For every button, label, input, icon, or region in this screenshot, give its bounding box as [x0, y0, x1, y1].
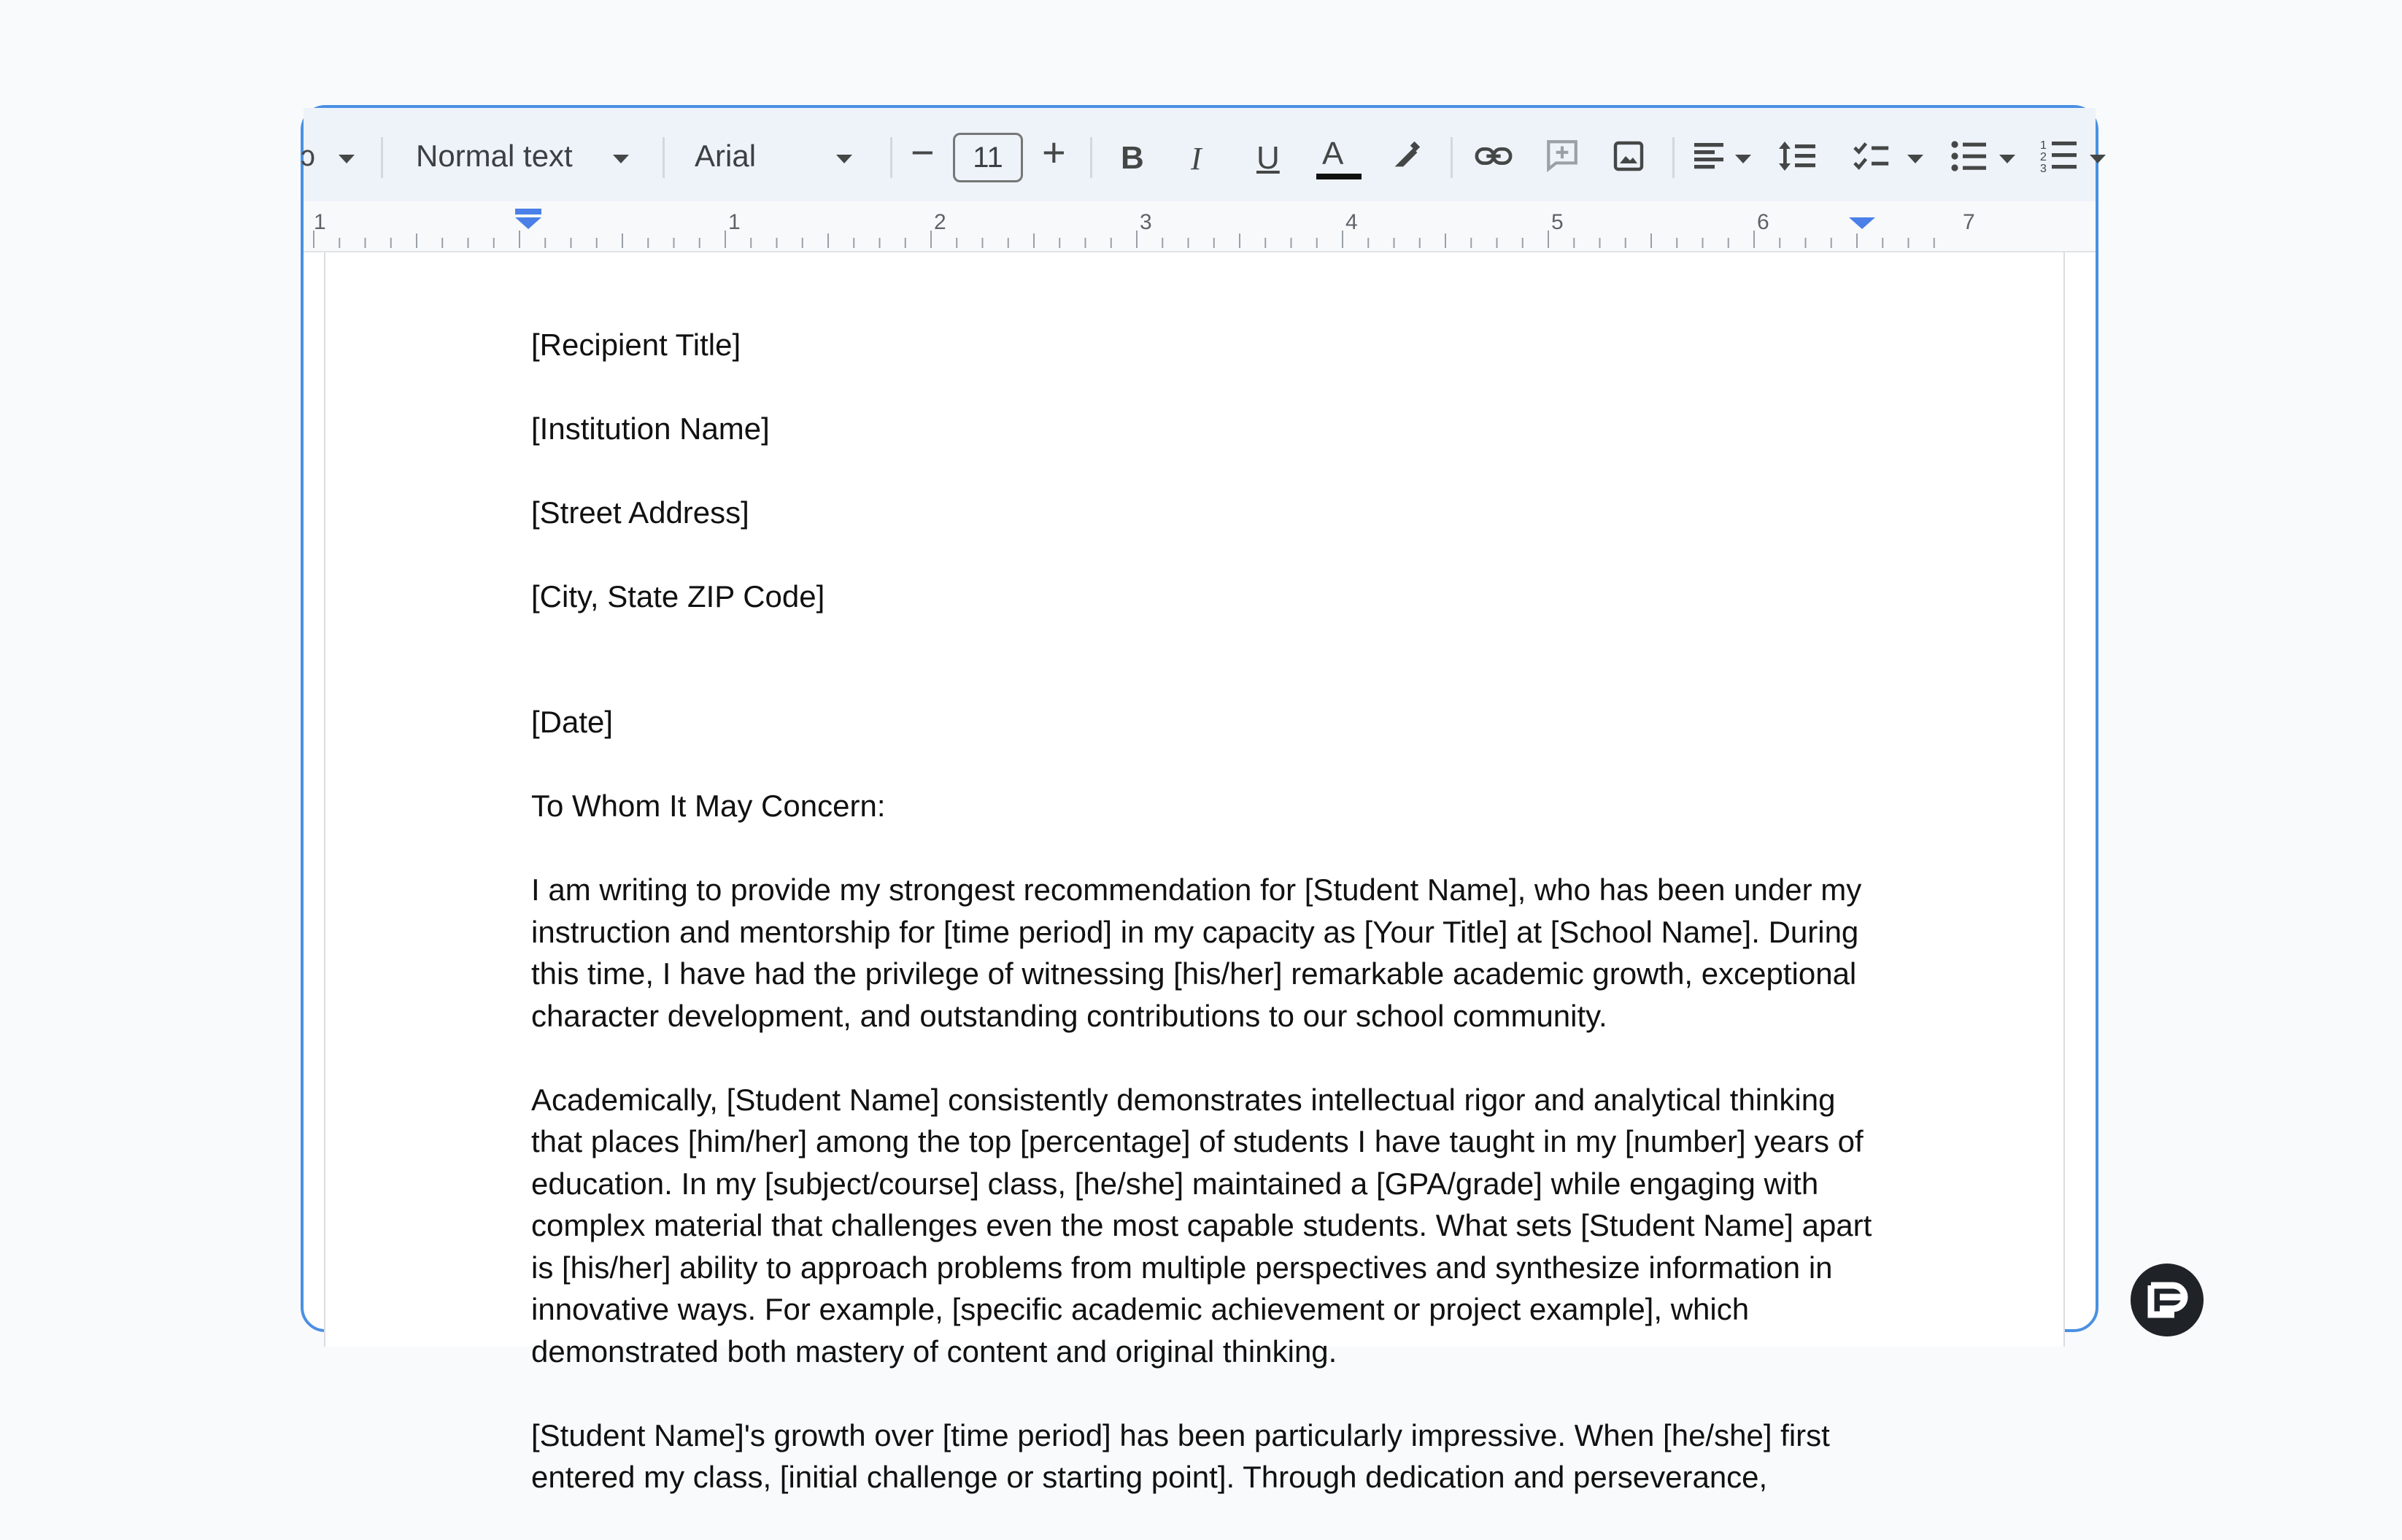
ruler-number: 1 — [314, 210, 326, 234]
font-family-dropdown[interactable]: Arial — [695, 139, 757, 173]
ruler-number: 4 — [1345, 210, 1358, 234]
document-body[interactable] — [531, 282, 1888, 1540]
body-paragraph: Academically, [Student Name] consistently demonstrates intellectual rigor and analytical thinking that places [him/her] among the top [percentage] of students I have taught in my [number] years of education. In my [subject/course] class, [he/she] maintained a [GPA/grade] while engaging with complex material that challenges even the most capable students. What sets [Student Name] apart is [his/her] ability to approach problems from multiple perspectives and synthesize information in innovative ways. For example, [specific academic achievement or project example], which demonstrated both mastery of content and original thinking. — [531, 1082, 1872, 1369]
brand-logo — [2131, 1264, 2204, 1336]
ruler-number: 7 — [1963, 210, 1975, 234]
numbered-list-icon[interactable] — [2040, 137, 2078, 175]
ruler-number: 2 — [934, 210, 946, 234]
toolbar-separator — [1090, 137, 1092, 178]
address-line: [City, State ZIP Code] — [531, 579, 825, 614]
ruler-number: 5 — [1551, 210, 1564, 234]
svg-text:2: 2 — [2040, 151, 2047, 163]
toolbar-separator — [663, 137, 665, 178]
chevron-down-icon[interactable] — [1999, 155, 2015, 163]
bold-icon[interactable]: B — [1121, 140, 1144, 176]
align-icon[interactable] — [1691, 140, 1726, 172]
ruler-number: 1 — [728, 210, 741, 234]
date-line: [Date] — [531, 705, 614, 739]
ruler-ticks — [304, 201, 2098, 251]
chevron-down-icon[interactable] — [1907, 155, 1923, 163]
editor-window — [301, 105, 2098, 1494]
address-line: [Street Address] — [531, 495, 749, 530]
link-icon[interactable] — [1474, 142, 1513, 171]
svg-text:1: 1 — [2040, 139, 2047, 152]
clipped-icon: ↄ — [301, 140, 315, 172]
chevron-down-icon[interactable] — [1735, 155, 1751, 163]
svg-text:3: 3 — [2040, 163, 2047, 175]
line-spacing-icon[interactable] — [1777, 139, 1818, 174]
underline-icon[interactable]: U — [1256, 140, 1280, 176]
text-color-icon[interactable]: A — [1322, 136, 1344, 171]
toolbar — [301, 108, 2096, 201]
address-line: [Recipient Title] — [531, 327, 741, 362]
chevron-down-icon[interactable] — [2090, 155, 2106, 163]
left-indent-marker — [515, 217, 541, 229]
chevron-down-icon[interactable] — [836, 155, 852, 163]
address-line: [Institution Name] — [531, 411, 770, 446]
chevron-down-icon[interactable] — [613, 155, 629, 163]
decrease-font-icon[interactable]: − — [911, 129, 935, 175]
toolbar-separator — [890, 137, 892, 178]
bulleted-list-icon[interactable] — [1950, 139, 1988, 174]
highlight-icon[interactable] — [1389, 139, 1423, 172]
body-paragraph: [Student Name]'s growth over [time period] has been particularly impressive. When [he/she] first entered my class, [initial challenge or starting point]. Through dedication and perseverance, — [531, 1417, 1830, 1494]
paragraph-style-dropdown[interactable]: Normal text — [416, 139, 573, 173]
insert-image-icon[interactable] — [1611, 139, 1646, 174]
recipient-address — [531, 282, 1888, 659]
checklist-icon[interactable] — [1852, 139, 1891, 174]
toolbar-separator — [1451, 137, 1453, 178]
salutation: To Whom It May Concern: — [531, 789, 886, 823]
increase-font-icon[interactable]: + — [1042, 129, 1066, 175]
add-comment-icon[interactable] — [1544, 137, 1580, 174]
toolbar-separator — [381, 137, 383, 178]
chevron-down-icon[interactable] — [339, 155, 355, 163]
first-line-indent-marker — [515, 209, 541, 214]
body-paragraph: I am writing to provide my strongest recommendation for [Student Name], who has been under my instruction and mentorship for [time period] in my capacity as [Your Title] at [School Name]. During this time, I have had the privilege of witnessing [his/her] remarkable academic growth, exceptional character development, and outstanding contributions to our school community. — [531, 872, 1862, 1033]
toolbar-separator — [1672, 137, 1675, 178]
ruler[interactable] — [304, 201, 2096, 252]
brand-logo-icon — [2131, 1264, 2204, 1336]
italic-icon[interactable]: I — [1191, 141, 1202, 177]
font-size-input[interactable]: 11 — [953, 133, 1023, 182]
text-color-bar — [1316, 174, 1362, 179]
right-indent-marker — [1849, 217, 1875, 229]
ruler-number: 6 — [1757, 210, 1769, 234]
ruler-number: 3 — [1140, 210, 1152, 234]
